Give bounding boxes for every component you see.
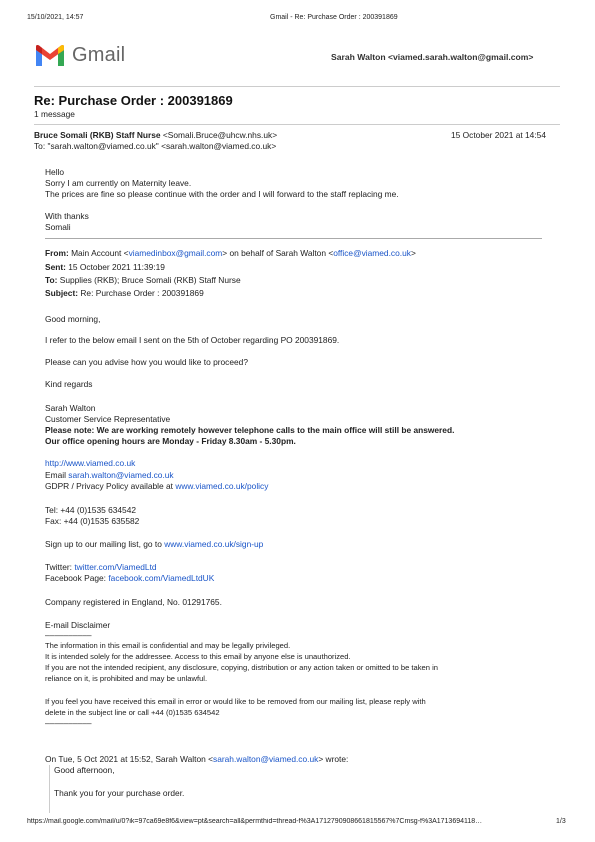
tel-line: Tel: +44 (0)1535 634542 [45,505,137,515]
signup-label: Sign up to our mailing list, go to [45,539,165,549]
notice-line: Please note: We are working remotely however telephone calls to the main office will still be answered. [45,425,455,435]
quoted-to [45,275,241,286]
quote-divider [45,238,542,239]
notice-line: Our office opening hours are Monday - Friday 8.30am - 5.30pm. [45,436,296,446]
gdpr-line [45,481,268,492]
wrote-text: > wrote: [318,754,349,764]
email-line [45,470,174,481]
wrote-email-link[interactable]: sarah.walton@viamed.co.uk [213,754,319,764]
disclaimer-line: It is intended solely for the addressee. Access to this email by anyone else is unauthorized. [45,652,351,661]
disclaimer-line: If you are not the intended recipient, any disclosure, copying, distribution or any action taken or omitted to be taken in [45,663,438,672]
header-divider [34,86,560,87]
print-page-title: Gmail - Re: Purchase Order : 200391869 [270,14,398,21]
from-name: Bruce Somali (RKB) Staff Nurse [34,130,161,140]
signature-role: Customer Service Representative [45,414,171,424]
subject-divider [34,124,560,125]
body-line: Hello [45,167,65,177]
print-url: https://mail.google.com/mail/u/0?ik=97ca69e8f6&view=pt&search=all&permthid=thread-f%3A1712790908661815567%7Cmsg-f%3A17136941​18… [27,818,483,825]
to-value: Supplies (RKB); Bruce Somali (RKB) Staff Nurse [59,275,241,285]
company-registration: Company registered in England, No. 01291765. [45,597,222,607]
from-text: > on behalf of Sarah Walton < [222,248,334,258]
gdpr-label: GDPR / Privacy Policy available at [45,481,176,491]
signup-link[interactable]: www.viamed.co.uk/sign-up [164,539,264,549]
office-link[interactable]: office@viamed.co.uk [333,248,411,258]
to-label: To: [45,275,58,285]
print-page-number: 1/3 [556,818,566,825]
disclaimer-line: reliance on it, is prohibited and may be unlawful. [45,674,208,683]
from-label: From: [45,248,69,258]
facebook-line [45,573,214,584]
fax-line: Fax: +44 (0)1535 635582 [45,516,140,526]
twitter-link[interactable]: twitter.com/ViamedLtd [74,562,157,572]
signup-line [45,539,263,550]
quoted-sent [45,262,165,273]
signature-name: Sarah Walton [45,403,96,413]
sent-label: Sent: [45,262,66,272]
sent-value: 15 October 2021 11:39:19 [68,262,165,272]
twitter-line [45,562,157,573]
dashes: –––––––––– [45,630,92,640]
message-to: To: "sarah.walton@viamed.co.uk" <sarah.walton@viamed.co.uk> [34,141,277,151]
body-line: Somali [45,222,71,232]
message-count: 1 message [34,109,75,119]
from-text: > [410,248,416,258]
dashes: –––––––––– [45,718,92,728]
subject-label: Subject: [45,288,79,298]
viamedinbox-link[interactable]: viamedinbox@gmail.com [128,248,223,258]
paragraph: I refer to the below email I sent on the 5th of October regarding PO 200391869. [45,335,340,345]
disclaimer-line: The information in this email is confidential and may be legally privileged. [45,641,291,650]
print-datetime: 15/10/2021, 14:57 [27,14,84,21]
message-from[interactable] [34,130,277,141]
quote-bar [49,765,50,813]
wrote-text: On Tue, 5 Oct 2021 at 15:52, Sarah Walton < [45,754,213,764]
quoted-from [45,248,416,259]
twitter-label: Twitter: [45,562,75,572]
regards: Kind regards [45,379,93,389]
body-line: The prices are fine so please continue with the order and I will forward to the staff replacing me. [45,189,399,199]
email-label: Email [45,470,69,480]
gmail-logo-icon[interactable] [34,44,66,68]
disclaimer-title: E-mail Disclaimer [45,620,111,630]
greeting: Good morning, [45,314,101,324]
email-link[interactable]: sarah.walton@viamed.co.uk [68,470,174,480]
website-link[interactable]: http://www.viamed.co.uk [45,458,136,468]
disclaimer-line: delete in the subject line or call +44 (0)1535 634542 [45,708,220,717]
subject-value: Re: Purchase Order : 200391869 [80,288,204,298]
body-line: Sorry I am currently on Maternity leave. [45,178,192,188]
message-date: 15 October 2021 at 14:54 [451,130,546,140]
facebook-label: Facebook Page: [45,573,109,583]
quoted-greeting: Good afternoon, [54,765,115,775]
policy-link[interactable]: www.viamed.co.uk/policy [175,481,269,491]
from-text: Main Account < [71,248,129,258]
paragraph: Please can you advise how you would like to proceed? [45,357,248,367]
body-line: With thanks [45,211,89,221]
from-address: <Somali.Bruce@uhcw.nhs.uk> [162,130,278,140]
quoted-subject [45,288,204,299]
account-label: Sarah Walton <viamed.sarah.walton@gmail.com> [331,52,534,62]
gmail-logo-text: Gmail [72,44,126,66]
disclaimer-line: If you feel you have received this email in error or would like to be removed from our mailing list, please reply with [45,697,426,706]
facebook-link[interactable]: facebook.com/ViamedLtdUK [108,573,215,583]
wrote-line [45,754,348,765]
thread-subject: Re: Purchase Order : 200391869 [34,93,233,108]
quoted-thanks: Thank you for your purchase order. [54,788,185,798]
